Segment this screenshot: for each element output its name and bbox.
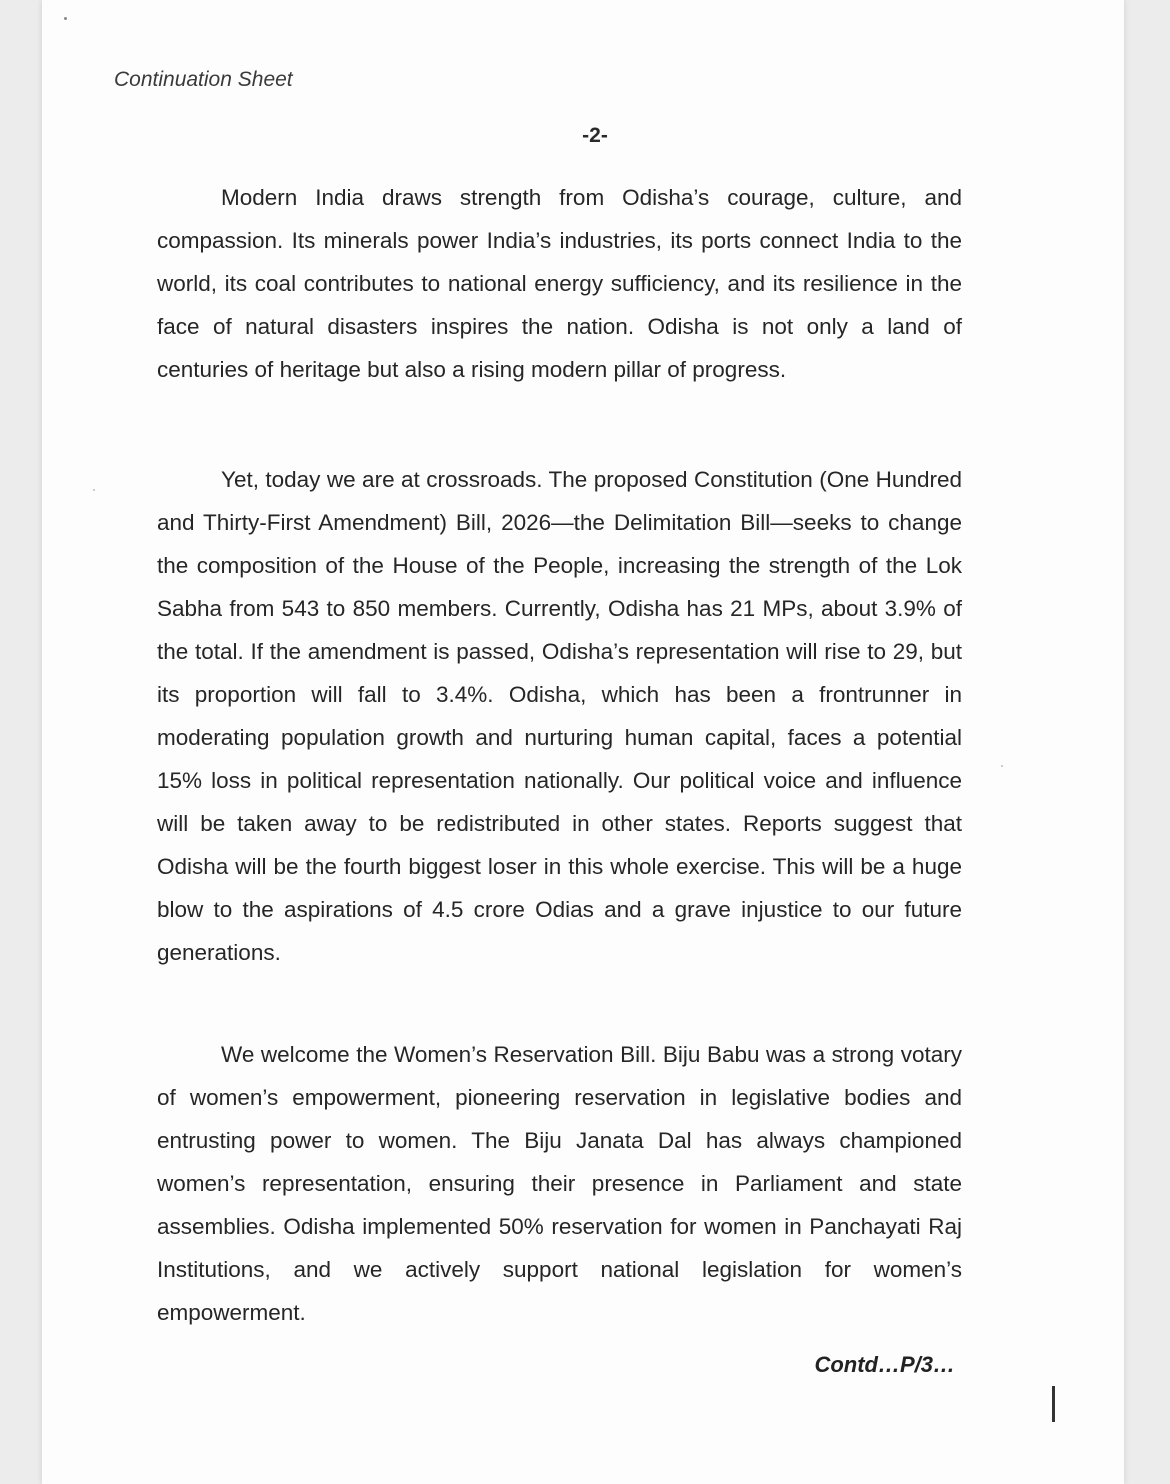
page-number: -2- [582,124,608,147]
continuation-sheet-label: Continuation Sheet [114,68,293,91]
paragraph-delimitation-bill: Yet, today we are at crossroads. The proposed Constitution (One Hundred and Thirty-First Amendment) Bill, 2026—the Delimitation Bill—seeks to change the composition of the House of the People, increasing the strength of the Lok Sabha from 543 to 850 members. Currently, Odisha has 21 MPs, about 3.9% of the total. If the amendment is passed, Odisha’s representation will rise to 29, but its proportion will fall to 3.4%. Odisha, which has been a frontrunner in moderating population growth and nurturing human capital, faces a potential 15% loss in political representation nationally. Our political voice and influence will be taken away to be redistributed in other states. Reports suggest that Odisha will be the fourth biggest loser in this whole exercise. This will be a huge blow to the aspirations of 4.5 crore Odias and a grave injustice to our future generations. [157,467,962,965]
scan-speck [93,489,95,491]
paragraph-odisha-strength: Modern India draws strength from Odisha’s courage, culture, and compassion. Its minerals power India’s industries, its ports connect India to the world, its coal contributes to national energy sufficiency, and its resilience in the face of natural disasters inspires the nation. Odisha is not only a land of centuries of heritage but also a rising modern pillar of progress. [157,185,962,382]
scan-speck [64,17,67,20]
continuation-note: Contd…P/3… [814,1352,955,1377]
scan-speck [1001,765,1003,767]
margin-mark [1052,1386,1055,1422]
paragraph-womens-reservation: We welcome the Women’s Reservation Bill. Biju Babu was a strong votary of women’s empowerment, pioneering reservation in legislative bodies and entrusting power to women. The Biju Janata Dal has always championed women’s representation, ensuring their presence in Parliament and state assemblies. Odisha implemented 50% reservation for women in Panchayati Raj Institutions, and we actively support national legislation for women’s empowerment. [157,1042,962,1325]
